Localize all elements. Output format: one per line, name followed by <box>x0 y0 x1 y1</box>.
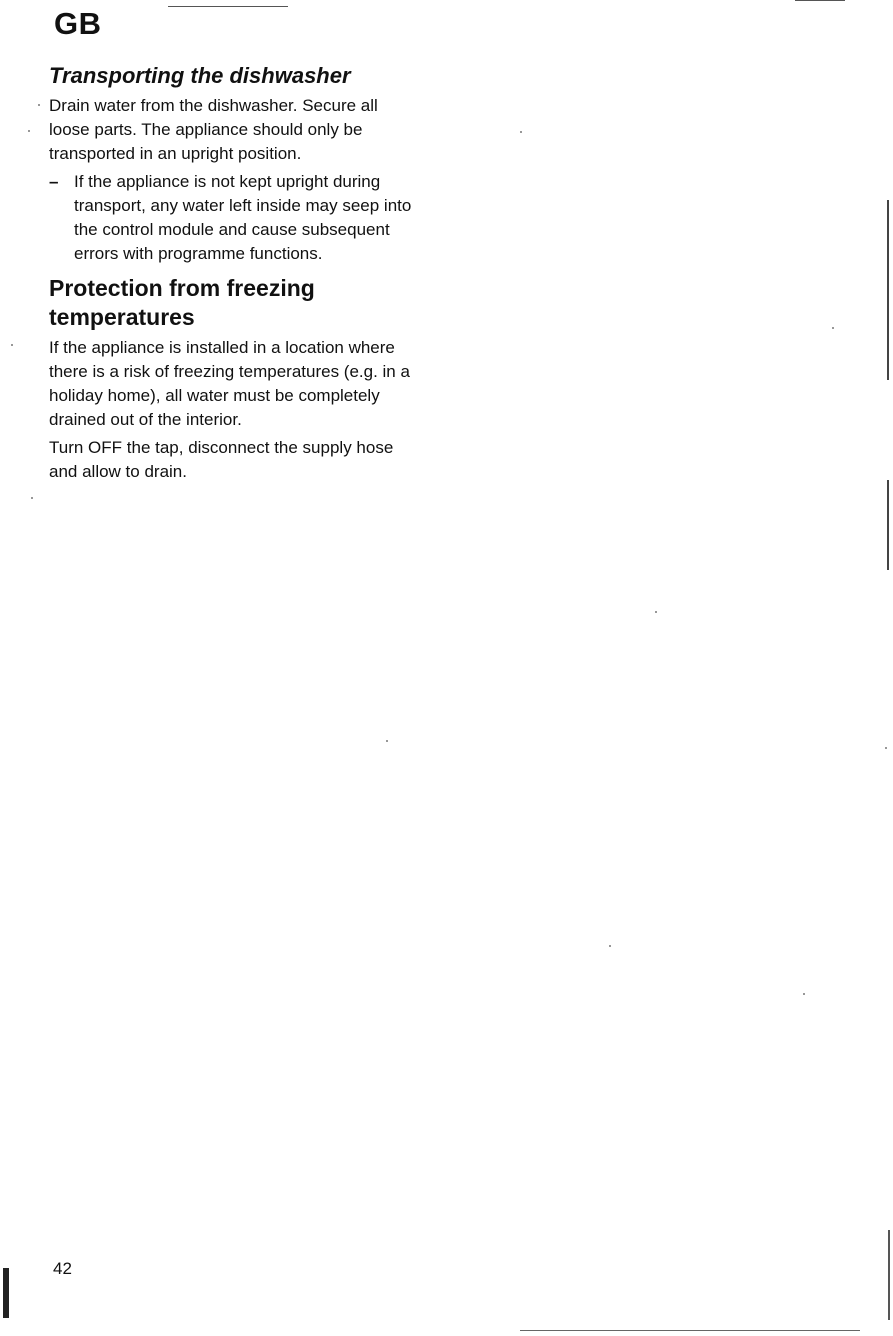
transport-bullet-text: If the appliance is not kept upright during transport, any water left inside may seep into the control module and cause subsequent errors with programme functions. <box>74 172 412 263</box>
scan-speck <box>832 327 834 329</box>
freezing-paragraph-1: If the appliance is installed in a location where there is a risk of freezing temperatures (e.g. in a holiday home), all water must be completely drained out of the interior. <box>49 338 410 429</box>
scan-speck <box>11 344 13 346</box>
scan-edge-bottom <box>520 1330 860 1331</box>
scan-speck <box>885 747 887 749</box>
scan-speck <box>31 497 33 499</box>
scan-speck <box>520 131 522 133</box>
scan-speck <box>28 130 30 132</box>
language-code: GB <box>54 6 102 41</box>
scan-edge-right <box>887 200 889 380</box>
scan-speck <box>609 945 611 947</box>
scan-edge-left <box>3 1268 9 1318</box>
page-number: 42 <box>53 1259 72 1278</box>
scan-speck <box>655 611 657 613</box>
scan-edge-top-right <box>795 0 845 1</box>
section-title-freezing <box>49 274 421 332</box>
scan-speck <box>386 740 388 742</box>
section-title-transporting: Transporting the dishwasher <box>49 63 351 88</box>
scan-edge-right-2 <box>887 480 889 570</box>
content-column <box>49 62 421 484</box>
scan-speck <box>38 104 40 106</box>
transport-bullet <box>49 170 421 266</box>
section-transporting <box>49 62 421 266</box>
freezing-paragraph-2: Turn OFF the tap, disconnect the supply hose and allow to drain. <box>49 438 394 481</box>
scan-speck <box>803 993 805 995</box>
section-title-freezing-line2: temperatures <box>49 304 195 330</box>
bullet-dash-icon: – <box>49 172 59 191</box>
transport-paragraph: Drain water from the dishwasher. Secure all loose parts. The appliance should only be transported in an upright position. <box>49 96 378 163</box>
scan-edge-right-3 <box>888 1230 890 1320</box>
section-title-freezing-line1: Protection from freezing <box>49 275 315 301</box>
section-freezing <box>49 274 421 484</box>
scan-edge-top <box>168 6 288 7</box>
